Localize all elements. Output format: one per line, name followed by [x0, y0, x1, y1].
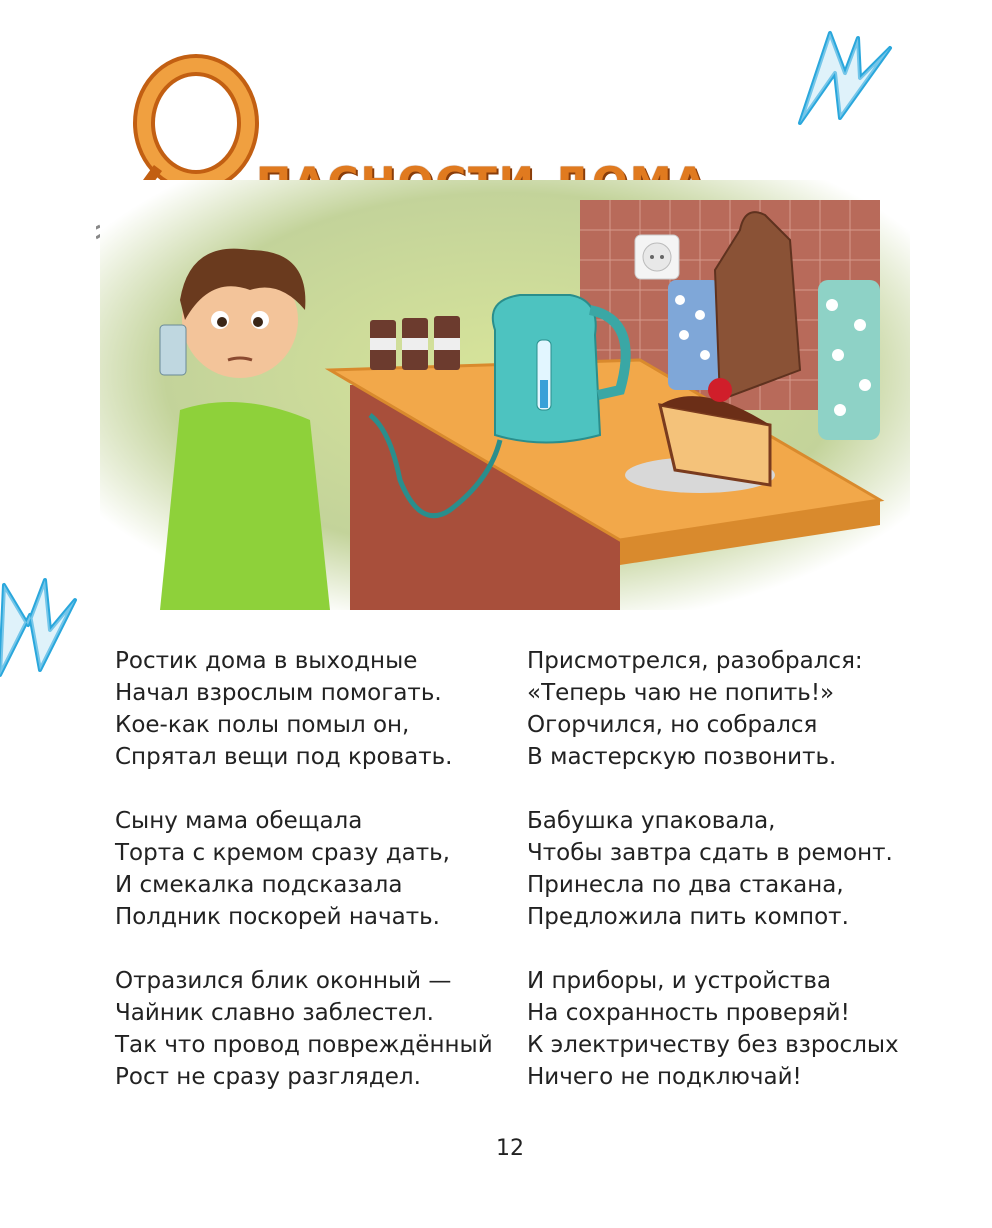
- poem-line: Ничего не подключай!: [527, 1064, 802, 1090]
- poem-line: Торта с кремом сразу дать,: [115, 840, 450, 866]
- lightning-bolt-icon: [790, 28, 900, 148]
- poem-line: Начал взрослым помогать.: [115, 680, 442, 706]
- outlet-icon: [635, 235, 679, 279]
- poem-line: Чтобы завтра сдать в ремонт.: [527, 840, 893, 866]
- poem-line: К электричеству без взрослых: [527, 1032, 899, 1058]
- poem-line: Так что провод повреждённый: [115, 1032, 493, 1058]
- poem-line: Чайник славно заблестел.: [115, 1000, 434, 1026]
- poem-line: И смекалка подсказала: [115, 872, 403, 898]
- stanza: [115, 645, 493, 773]
- poem-line: Ростик дома в выходные: [115, 648, 418, 674]
- poem-line: Спрятал вещи под кровать.: [115, 744, 453, 770]
- phone-icon: [160, 325, 186, 375]
- page-number: 12: [496, 1136, 524, 1161]
- stanza: [527, 805, 899, 933]
- poem-line: «Теперь чаю не попить!»: [527, 680, 835, 706]
- poem-column-right: [527, 645, 899, 1125]
- poem-line: Принесла по два стакана,: [527, 872, 844, 898]
- stanza: [115, 805, 493, 933]
- poem-line: Предложила пить компот.: [527, 904, 849, 930]
- poem-line: Сыну мама обещала: [115, 808, 363, 834]
- poem-line: Полдник поскорей начать.: [115, 904, 440, 930]
- poem-line: Отразился блик оконный —: [115, 968, 452, 994]
- poem-line: В мастерскую позвонить.: [527, 744, 837, 770]
- stanza: [527, 965, 899, 1093]
- stanza: [115, 965, 493, 1093]
- poem-line: Кое-как полы помыл он,: [115, 712, 410, 738]
- stanza: [527, 645, 899, 773]
- poem-line: И приборы, и устройства: [527, 968, 831, 994]
- poem-line: Бабушка упаковала,: [527, 808, 776, 834]
- poem-line: Рост не сразу разглядел.: [115, 1064, 421, 1090]
- poem-line: Присмотрелся, разобрался:: [527, 648, 863, 674]
- lightning-bolt-icon: [0, 575, 80, 695]
- boy-figure: [160, 249, 330, 610]
- spice-jars: [370, 316, 460, 370]
- poem-column-left: [115, 645, 493, 1125]
- poem-line: Огорчился, но собрался: [527, 712, 818, 738]
- kitchen-illustration: [100, 180, 910, 610]
- poem-line: На сохранность проверяй!: [527, 1000, 850, 1026]
